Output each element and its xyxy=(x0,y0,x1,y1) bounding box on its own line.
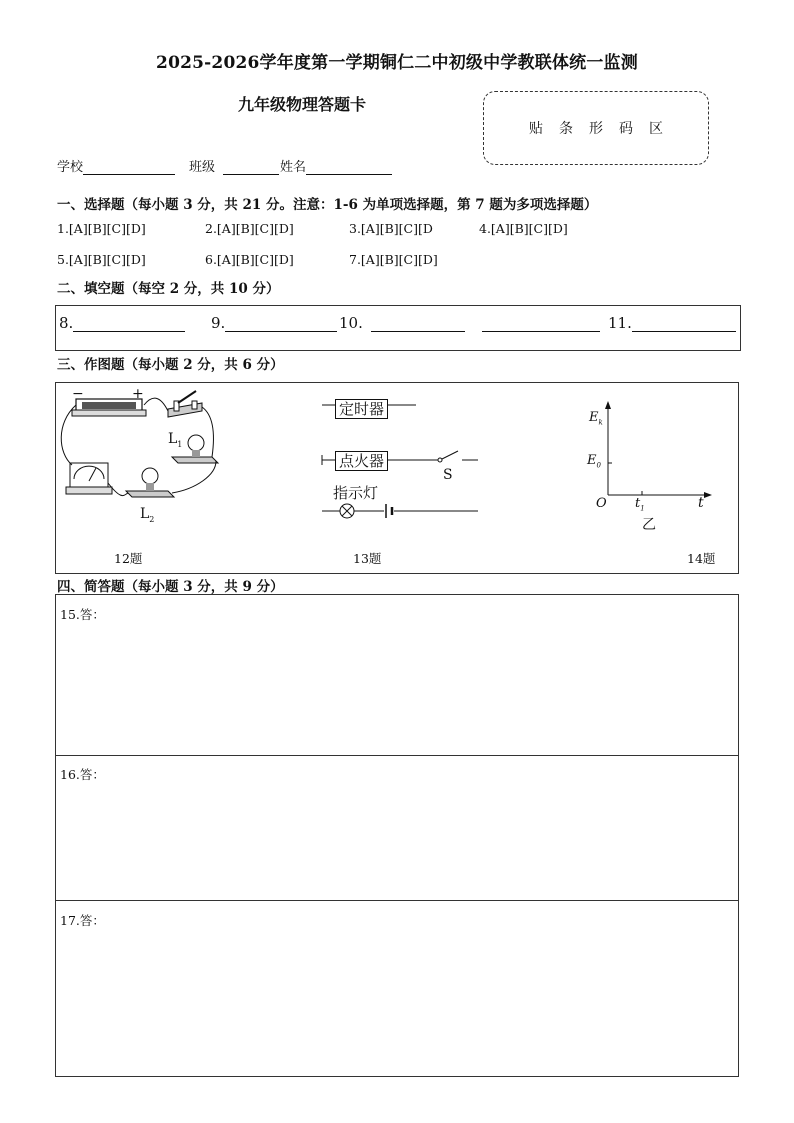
q16-label: 16.答： xyxy=(60,767,105,782)
indicator-label: 指示灯 xyxy=(333,484,379,502)
fill-q8-blank[interactable] xyxy=(73,315,185,332)
q17-label: 17.答： xyxy=(60,913,105,928)
fig12-caption: 12题 xyxy=(114,551,143,566)
battery-plus: + xyxy=(132,386,144,402)
q15-label: 15.答： xyxy=(60,607,105,622)
fill-q10-second[interactable] xyxy=(482,314,600,332)
switch-s-label: S xyxy=(443,467,453,483)
fill-q9[interactable]: 9. xyxy=(211,314,337,332)
answer-area-q17[interactable] xyxy=(56,901,738,1076)
fill-q10[interactable]: 10. xyxy=(339,314,465,332)
choice-q7[interactable]: 7.[A][B][C][D] xyxy=(349,252,438,267)
fig14-caption: 14题 xyxy=(687,551,716,566)
name-field[interactable] xyxy=(280,156,392,175)
t-axis-label: t xyxy=(698,495,704,511)
choice-q4[interactable]: 4.[A][B][C][D] xyxy=(479,221,568,236)
barcode-area: 贴条形码区 xyxy=(483,91,709,165)
fig12-circuit xyxy=(56,383,296,533)
section4-title: 四、简答题（每小题 3 分，共 9 分） xyxy=(57,579,284,595)
class-blank[interactable] xyxy=(223,160,279,175)
choice-q3[interactable]: 3.[A][B][C][D xyxy=(349,221,433,236)
choice-q6[interactable]: 6.[A][B][C][D] xyxy=(205,252,294,267)
name-label: 姓名 xyxy=(280,160,307,175)
choice-q5[interactable]: 5.[A][B][C][D] xyxy=(57,252,146,267)
choice-q1[interactable]: 1.[A][B][C][D] xyxy=(57,221,146,236)
answer-sheet-subtitle: 九年级物理答题卡 xyxy=(238,95,367,114)
fig14-axes xyxy=(586,383,736,533)
fill-blank-box xyxy=(55,305,741,351)
drawing-box xyxy=(55,382,739,574)
name-blank[interactable] xyxy=(306,160,392,175)
igniter-label: 点火器 xyxy=(335,451,388,471)
answer-area-q16[interactable] xyxy=(56,755,738,901)
t1-label: $t_1$ xyxy=(635,496,645,513)
section3-title: 三、作图题（每小题 2 分，共 6 分） xyxy=(57,357,284,373)
school-field[interactable] xyxy=(57,156,175,175)
battery-minus: − xyxy=(72,386,84,402)
school-label: 学校 xyxy=(57,160,84,175)
section1-title: 一、选择题（每小题 3 分，共 21 分。注意：1-6 为单项选择题，第 7 题为多项选择题） xyxy=(57,197,598,213)
fill-q10-blank-2[interactable] xyxy=(482,315,600,332)
school-blank[interactable] xyxy=(83,160,175,175)
short-answer-box xyxy=(55,594,739,1077)
answer-area-q15[interactable] xyxy=(56,595,738,756)
fill-q9-blank[interactable] xyxy=(225,315,337,332)
class-field[interactable] xyxy=(189,156,279,175)
page-title: 2025-2026学年度第一学期铜仁二中初级中学教联体统一监测 xyxy=(156,53,638,73)
class-label: 班级 xyxy=(189,160,216,175)
bulb-l1-label: $L_1$ xyxy=(168,431,183,449)
section2-title: 二、填空题（每空 2 分，共 10 分） xyxy=(57,281,280,297)
fig13-caption: 13题 xyxy=(353,551,382,566)
timer-label: 定时器 xyxy=(335,399,388,419)
bulb-l2-label: $L_2$ xyxy=(140,506,155,524)
fill-q10-blank-1[interactable] xyxy=(371,315,465,332)
y-axis-label: $E_k$ xyxy=(589,410,603,427)
origin-label: O xyxy=(596,496,607,511)
fig14-sublabel: 乙 xyxy=(642,517,656,533)
e0-label: $E_0$ xyxy=(587,453,601,470)
fill-q8[interactable]: 8. xyxy=(59,314,185,332)
choice-q2[interactable]: 2.[A][B][C][D] xyxy=(205,221,294,236)
fill-q11-blank[interactable] xyxy=(632,315,736,332)
fill-q11[interactable]: 11. xyxy=(608,314,736,332)
